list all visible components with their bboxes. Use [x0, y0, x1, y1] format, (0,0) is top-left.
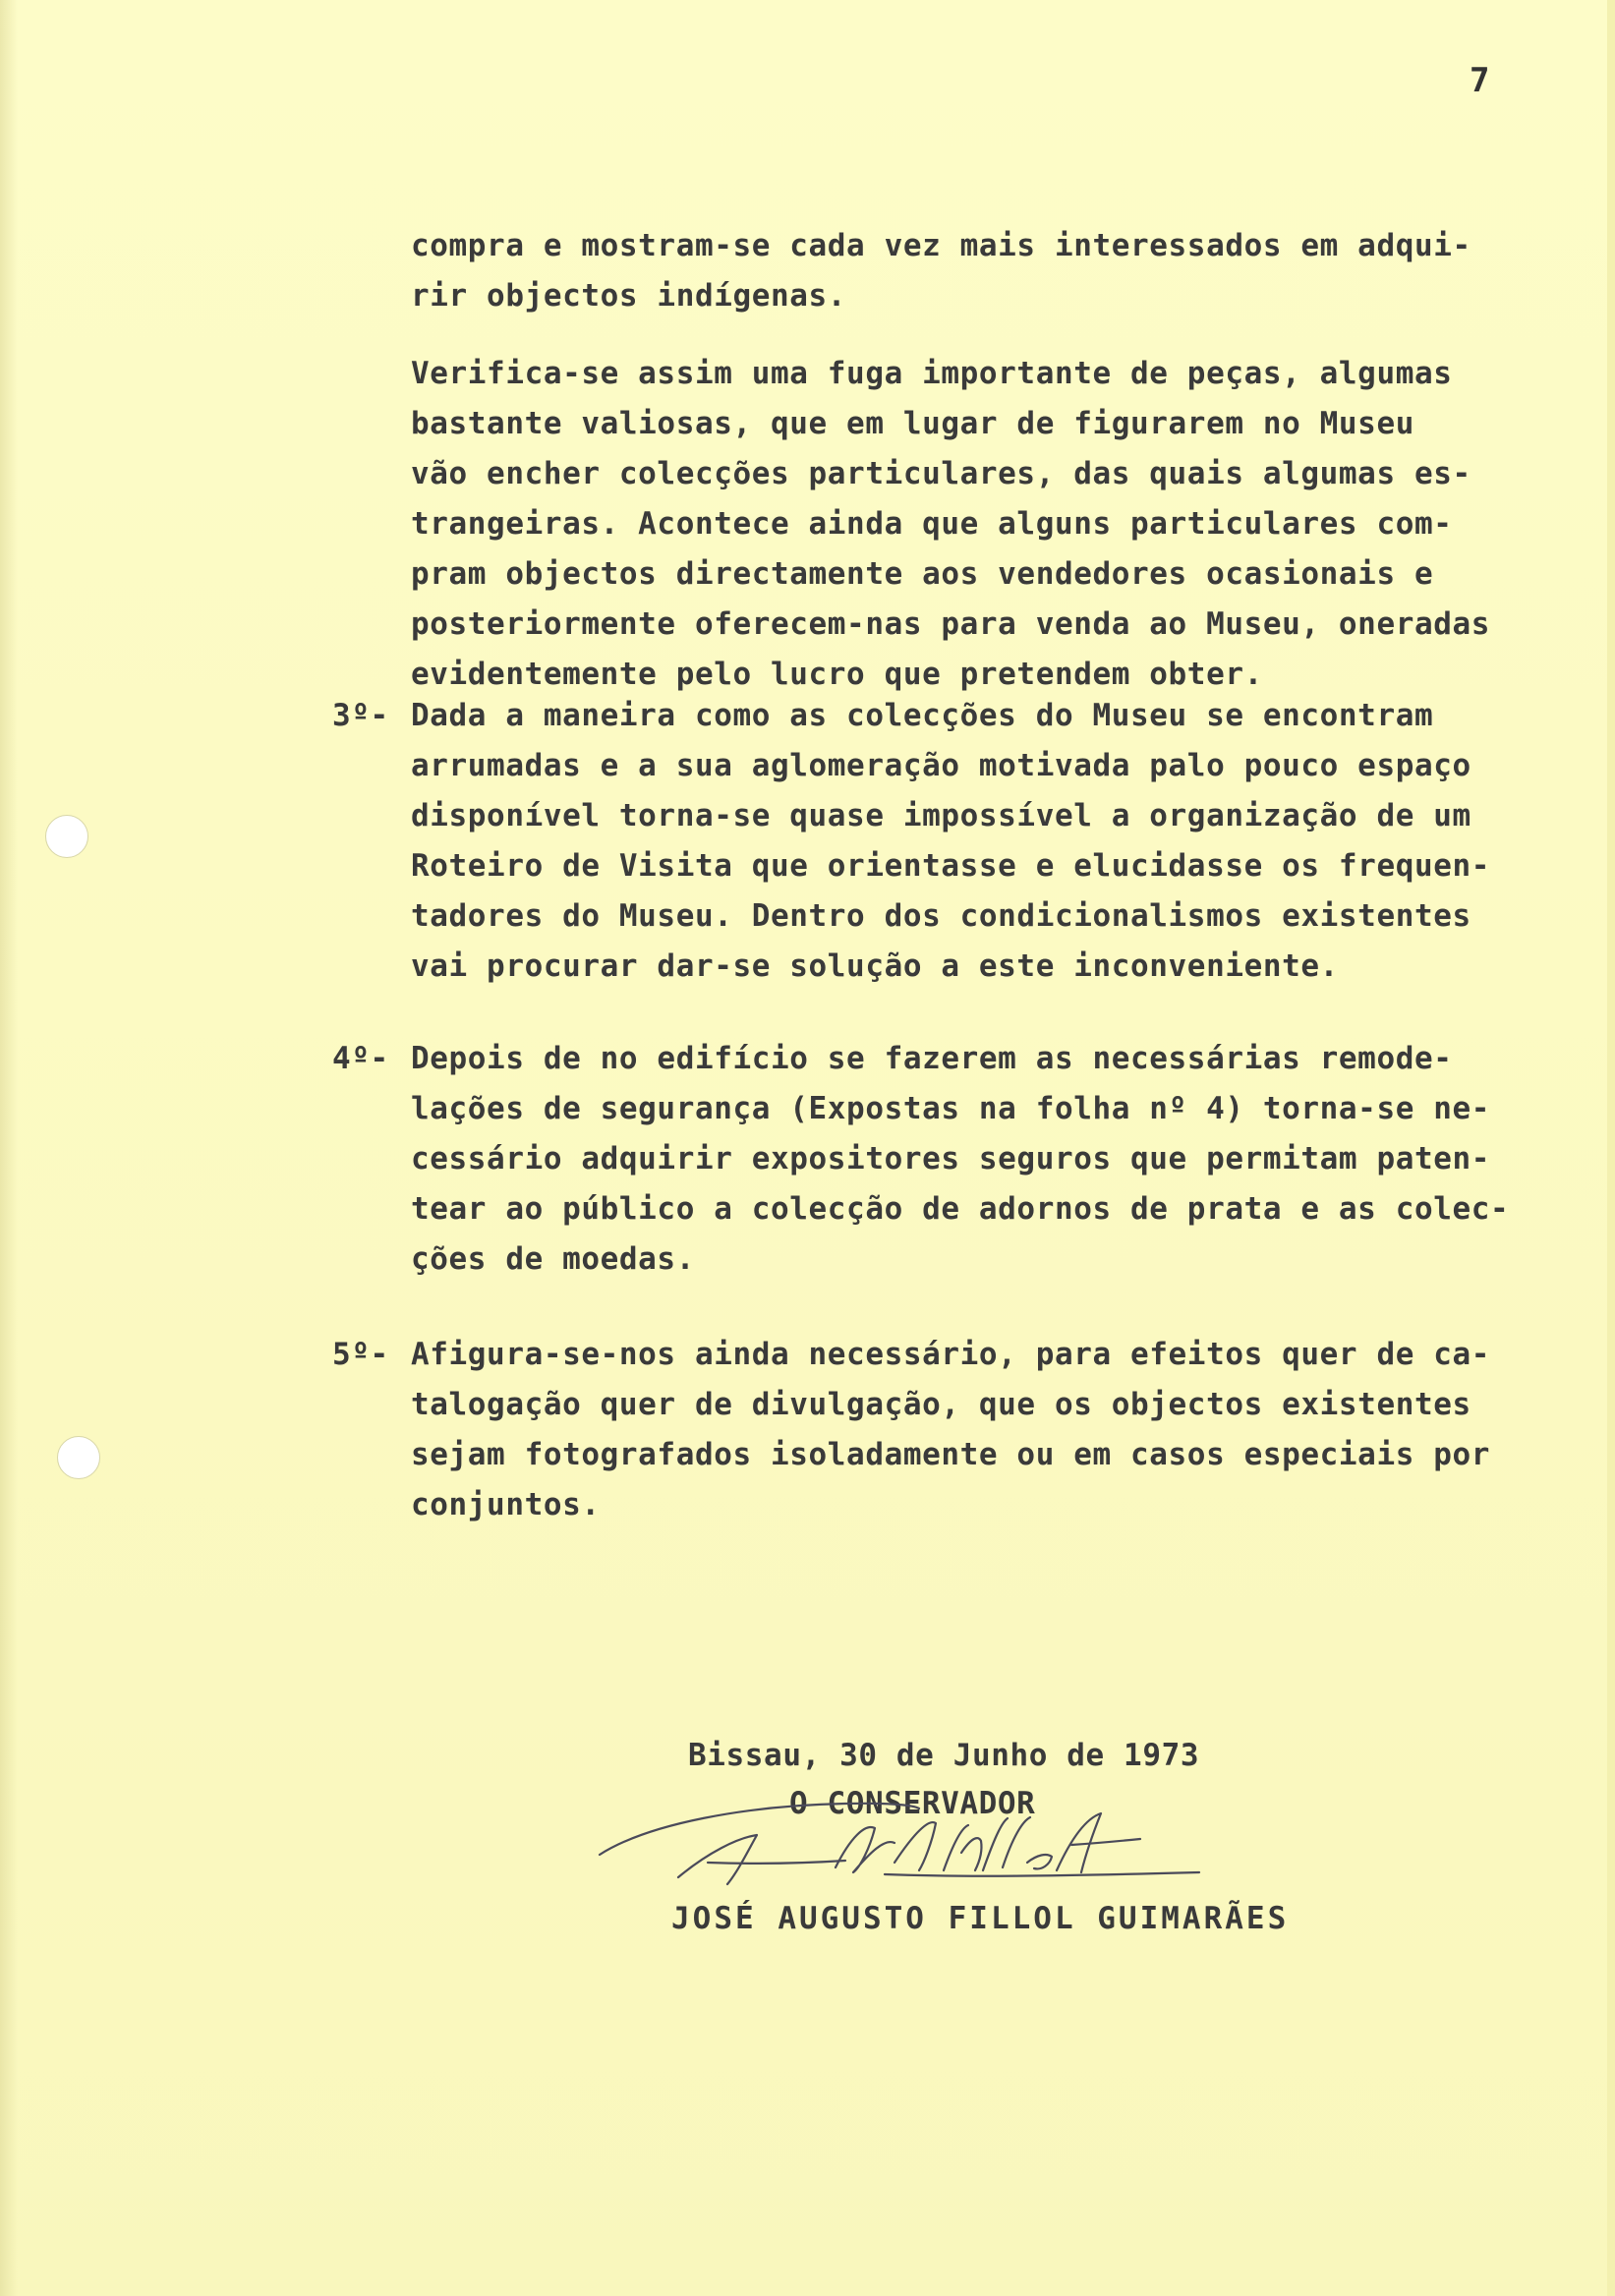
list-item-text: Afigura-se-nos ainda necessário, para efeitos quer de ca- talogação quer de divulgação, que os objectos existentes sejam fotografados isoladamente ou em casos especiais por conjuntos. [411, 1337, 1491, 1522]
signatory-title: O CONSERVADOR [789, 1786, 1036, 1821]
paper-right-edge [1607, 0, 1615, 2296]
list-item-text: Depois de no edifício se fazerem as necessárias remode- lações de segurança (Expostas na folha nº 4) torna-se ne- cessário adquirir expositores seguros que permitam paten- tear ao público a colecção de adornos de prata e as colec- ções de moedas. [411, 1041, 1510, 1277]
punch-hole-top [45, 815, 88, 858]
signatory-name: JOSÉ AUGUSTO FILLOL GUIMARÃES [671, 1901, 1290, 1936]
paragraph-continuation: compra e mostram-se cada vez mais interessados em adqui- rir objectos indígenas. [411, 228, 1471, 314]
list-item-number: 5º- [332, 1337, 389, 1372]
handwritten-signature [590, 1784, 1239, 1902]
list-item-number: 3º- [332, 698, 389, 733]
paragraph-verification: Verifica-se assim uma fuga importante de peças, algumas bastante valiosas, que em lugar de figurarem no Museu vão encher colecções particulares, das quais algumas es- trangeiras. Acontece ainda que alguns particulares com- pram objectos directamente aos vendedores ocasionais e posteriormente oferecem-nas para venda ao Museu, oneradas evidentemente pelo lucro que pretendem obter. [411, 356, 1491, 692]
page-number: 7 [1470, 61, 1490, 100]
list-item-number: 4º- [332, 1041, 389, 1076]
paper-left-edge [0, 0, 18, 2296]
closing-date: Bissau, 30 de Junho de 1973 [688, 1738, 1200, 1773]
list-item-text: Dada a maneira como as colecções do Museu se encontram arrumadas e a sua aglomeração motivada palo pouco espaço disponível torna-se quase impossível a organização de um Roteiro de Visita que orientasse e elucidasse os frequen- tadores do Museu. Dentro dos condicionalismos existentes vai procurar dar-se solução a este inconveniente. [411, 698, 1491, 984]
punch-hole-bottom [57, 1436, 100, 1479]
